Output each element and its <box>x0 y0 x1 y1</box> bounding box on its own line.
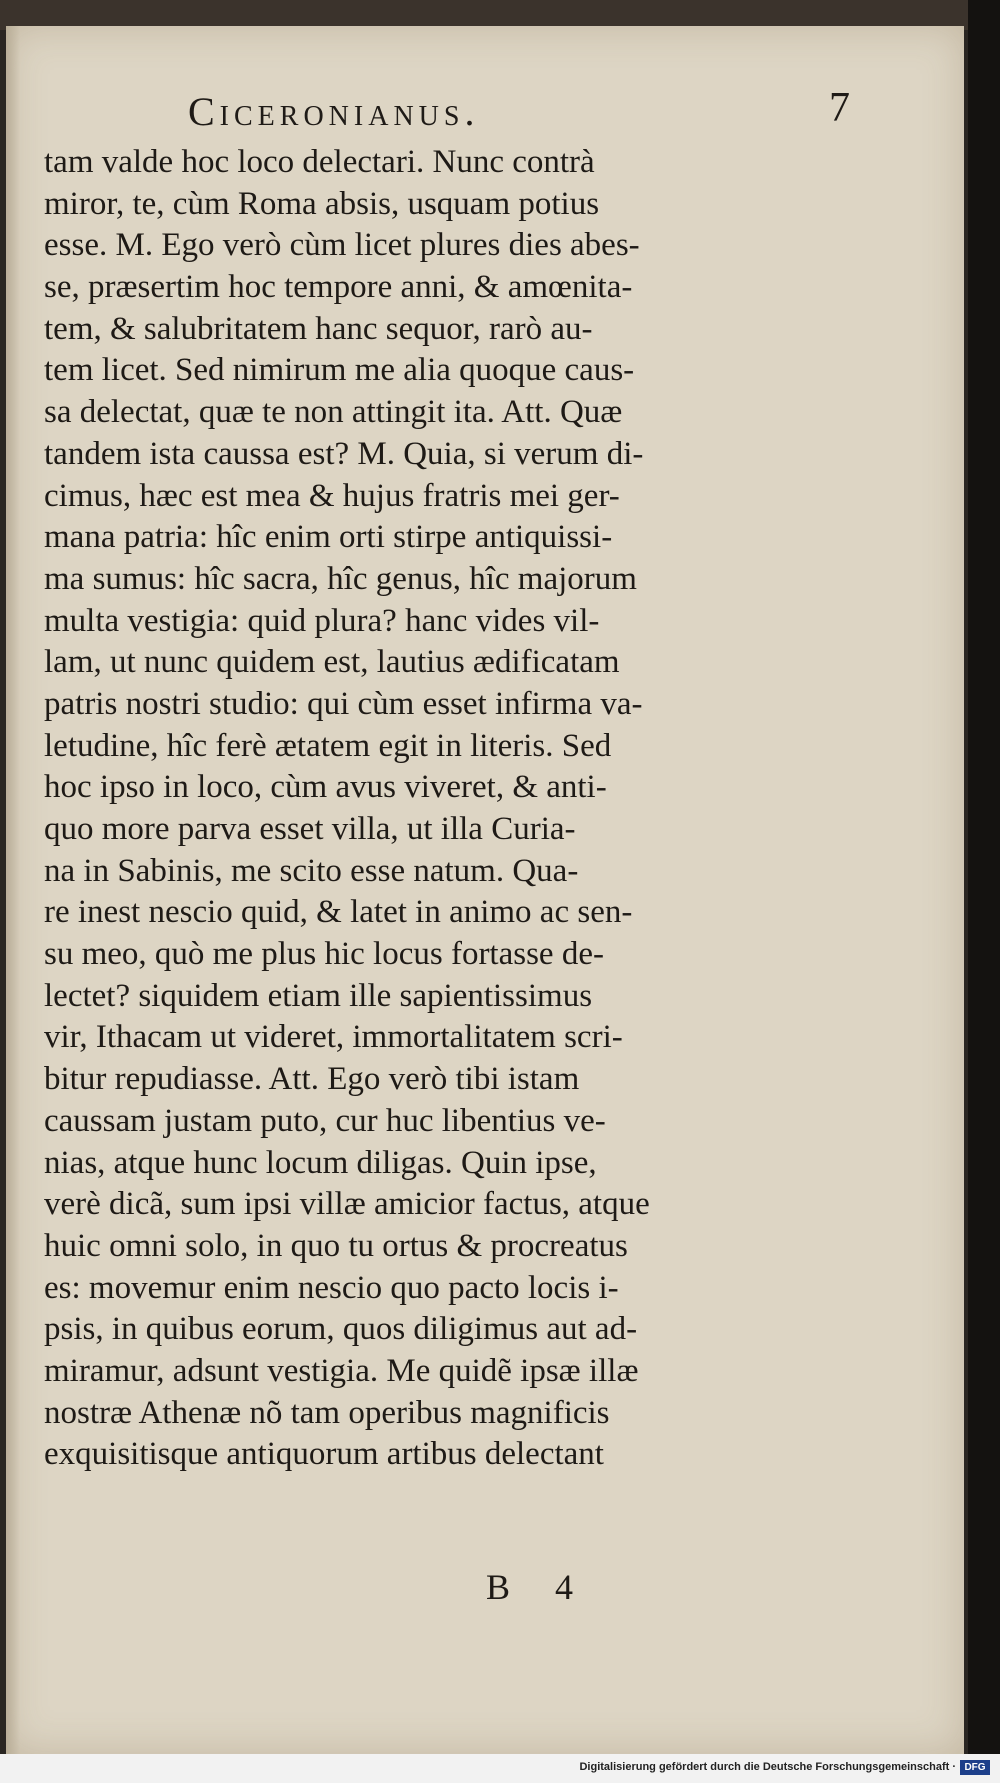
page-number: 7 <box>829 85 850 131</box>
running-head: Ciceronianus. <box>188 89 480 134</box>
text-line: caussam justam puto, cur huc libentius ve- <box>44 1102 606 1139</box>
text-line: lam, ut nunc quidem est, lautius ædificatam <box>44 644 620 681</box>
text-line: miramur, adsunt vestigia. Me quidẽ ipsæ illæ <box>44 1352 639 1389</box>
scan-right-border <box>968 0 1000 1783</box>
text-line: cimus, hæc est mea & hujus fratris mei ger- <box>44 477 620 514</box>
text-line: tem licet. Sed nimirum me alia quoque caus- <box>44 352 635 389</box>
text-line: tandem ista caussa est? M. Quia, si verum di- <box>44 435 644 472</box>
text-line: letudine, hîc ferè ætatem egit in literis. Sed <box>44 727 612 764</box>
text-line: psis, in quibus eorum, quos diligimus aut ad- <box>44 1311 638 1348</box>
text-line: se, præsertim hoc tempore anni, & amœnita- <box>44 269 633 306</box>
body-text <box>44 142 864 1476</box>
text-line: tam valde hoc loco delectari. Nunc contrà <box>44 144 595 180</box>
text-line: nias, atque hunc locum diligas. Quin ipse, <box>44 1144 597 1181</box>
text-line: lectet? siquidem etiam ille sapientissimus <box>44 977 593 1014</box>
text-line: mana patria: hîc enim orti stirpe antiquissi- <box>44 519 613 556</box>
text-line: esse. M. Ego verò cùm licet plures dies abes- <box>44 227 640 264</box>
text-line: quo more parva esset villa, ut illa Curia- <box>44 811 576 847</box>
text-line: nostræ Athenæ nõ tam operibus magnificis <box>44 1394 610 1431</box>
text-line: su meo, quò me plus hic locus fortasse de- <box>44 936 604 973</box>
text-line: tem, & salubritatem hanc sequor, rarò au- <box>44 310 593 347</box>
text-line: patris nostri studio: qui cùm esset infirma va- <box>44 685 643 722</box>
text-line: re inest nescio quid, & latet in animo ac sen- <box>44 894 633 931</box>
page-gutter-shadow <box>6 26 20 1754</box>
text-line: sa delectat, quæ te non attingit ita. Att. Quæ <box>44 394 623 431</box>
page-header <box>40 85 920 148</box>
dfg-logo: DFG <box>960 1760 990 1775</box>
footer-credit: Digitalisierung gefördert durch die Deutsche Forschungsgemeinschaft · <box>579 1761 956 1773</box>
text-line: es: movemur enim nescio quo pacto locis i- <box>44 1269 619 1306</box>
text-line: verè dicã, sum ipsi villæ amicior factus, atque <box>44 1186 650 1223</box>
text-line: ma sumus: hîc sacra, hîc genus, hîc majorum <box>44 560 637 597</box>
text-line: huic omni solo, in quo tu ortus & procreatus <box>44 1227 628 1264</box>
signature-mark: B 4 <box>486 1567 592 1607</box>
text-line: multa vestigia: quid plura? hanc vides vil- <box>44 602 600 639</box>
text-line: hoc ipso in loco, cùm avus viveret, & anti- <box>44 769 607 806</box>
text-line: exquisitisque antiquorum artibus delectant <box>44 1436 604 1473</box>
text-line: na in Sabinis, me scito esse natum. Qua- <box>44 852 579 889</box>
text-line: bitur repudiasse. Att. Ego verò tibi istam <box>44 1061 580 1098</box>
digitization-footer <box>0 1754 1000 1783</box>
text-line: vir, Ithacam ut videret, immortalitatem scri- <box>44 1019 623 1056</box>
text-line: miror, te, cùm Roma absis, usquam potius <box>44 185 600 222</box>
